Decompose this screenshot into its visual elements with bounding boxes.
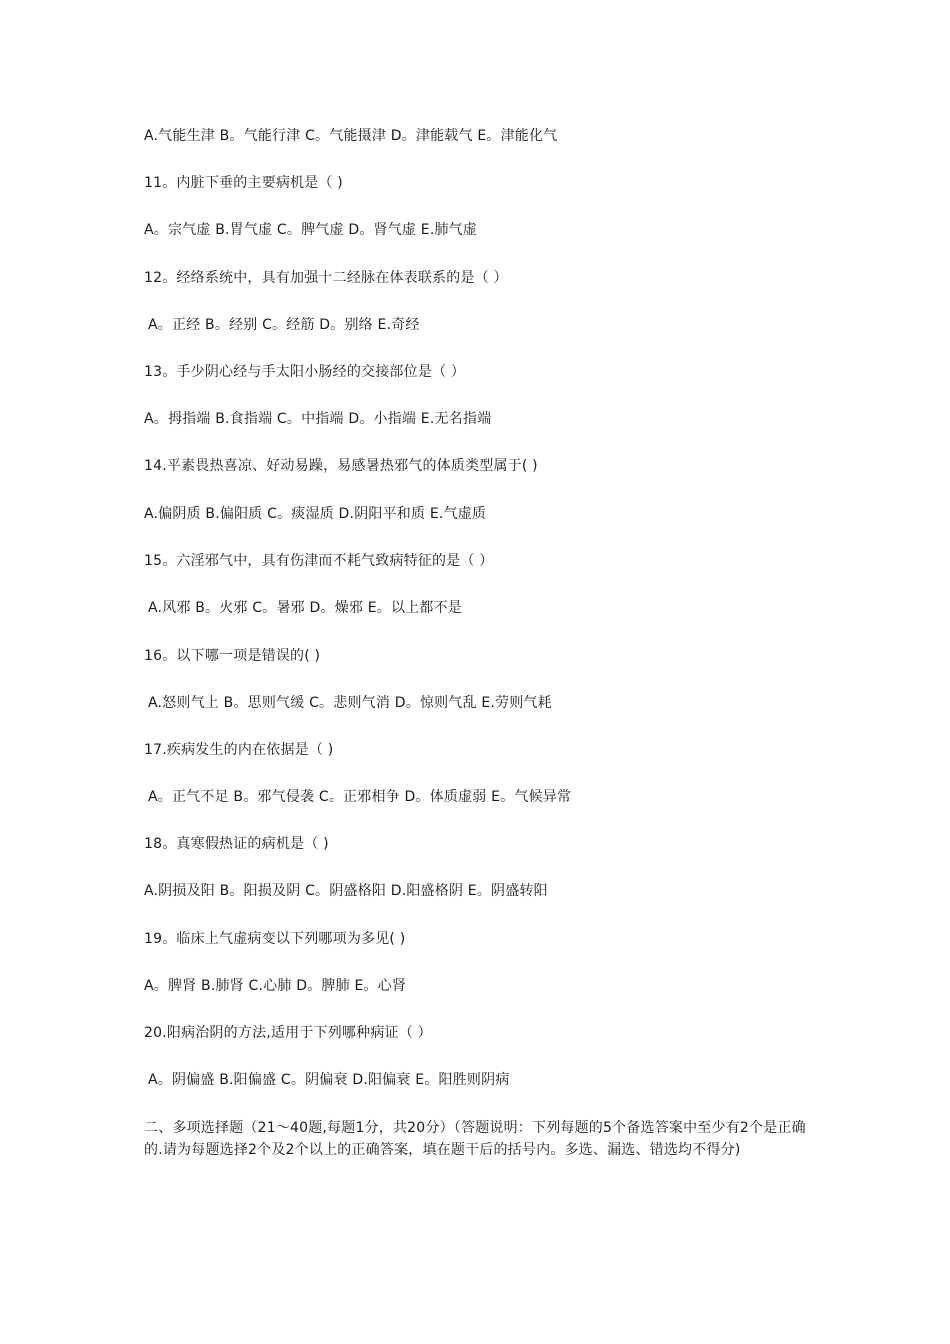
q17-options: A。正气不足 B。邪气侵袭 C。正邪相争 D。体质虚弱 E。气候异常 (148, 789, 572, 805)
q11-question: 11。内脏下垂的主要病机是（ ) (144, 175, 343, 191)
q19-question: 19。临床上气虚病变以下列哪项为多见( ) (144, 931, 406, 947)
q19-options: A。脾肾 B.肺肾 C.心肺 D。脾肺 E。心肾 (144, 978, 407, 994)
section-heading-multiple-choice: 二、多项选择题（21～40题,每题1分，共20分）（答题说明：下列每题的5个备选答案中至少有2个是正确的.请为每题选择2个及2个以上的正确答案，填在题干后的括号内。多选、漏选、错选均不得分) (144, 1120, 806, 1158)
q15-options: A.风邪 B。火邪 C。暑邪 D。燥邪 E。以上都不是 (148, 600, 462, 616)
q20-question: 20.阳病治阴的方法,适用于下列哪种病证（ ） (144, 1025, 432, 1041)
q20-options: A。阴偏盛 B.阳偏盛 C。阴偏衰 D.阳偏衰 E。阳胜则阴病 (148, 1072, 510, 1088)
q16-options: A.怒则气上 B。思则气缓 C。悲则气消 D。惊则气乱 E.劳则气耗 (148, 695, 552, 711)
q11-options: A。宗气虚 B.胃气虚 C。脾气虚 D。肾气虚 E.肺气虚 (144, 222, 478, 238)
q12-question: 12。经络系统中，具有加强十二经脉在体表联系的是（ ） (144, 270, 508, 286)
q15-question: 15。六淫邪气中，具有伤津而不耗气致病特征的是（ ） (144, 553, 494, 569)
q14-question: 14.平素畏热喜凉、好动易躁，易感暑热邪气的体质类型属于( ) (144, 458, 538, 474)
q16-question: 16。以下哪一项是错误的( ) (144, 648, 321, 664)
q13-options: A。拇指端 B.食指端 C。中指端 D。小指端 E.无名指端 (144, 411, 492, 427)
q18-options: A.阴损及阳 B。阳损及阴 C。阴盛格阳 D.阳盛格阴 E。阴盛转阳 (144, 883, 548, 899)
q10-options: A.气能生津 B。气能行津 C。气能摄津 D。津能载气 E。津能化气 (144, 128, 558, 144)
q13-question: 13。手少阴心经与手太阳小肠经的交接部位是（ ） (144, 364, 466, 380)
q17-question: 17.疾病发生的内在依据是（ ) (144, 742, 334, 758)
q12-options: A。正经 B。经别 C。经筋 D。别络 E.奇经 (148, 317, 420, 333)
q18-question: 18。真寒假热证的病机是（ ) (144, 836, 329, 852)
q14-options: A.偏阴质 B.偏阳质 C。痰湿质 D.阴阳平和质 E.气虚质 (144, 506, 487, 522)
